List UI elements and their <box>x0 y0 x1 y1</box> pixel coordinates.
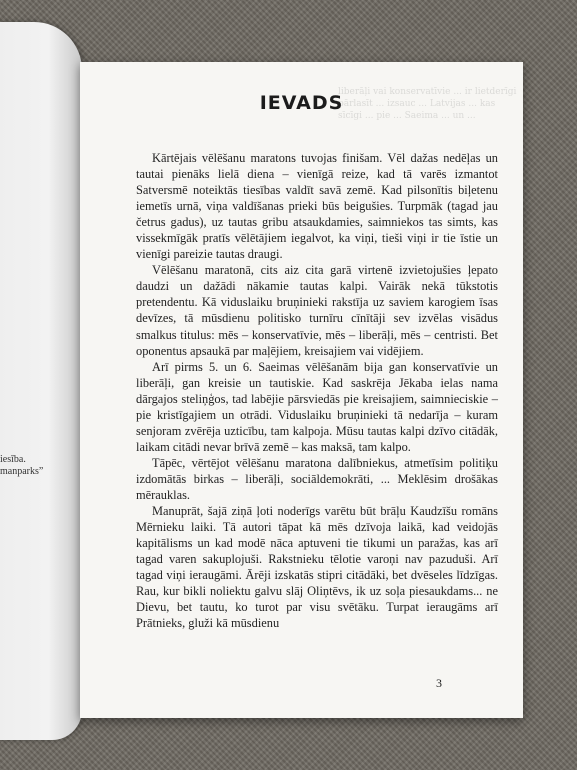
book-page <box>80 62 523 718</box>
paragraph: Manuprāt, šajā ziņā ļoti noderīgs varētu būt brāļu Kaudzīšu romāns Mērnieku laiki. Tā autori tāpat kā mēs dzīvoja laikā, kad veidojās kapitālisms un kad modē nāca aptuveni tie tikumi un paražas, kas arī tagad varen sakuplojuši. Rakstnieku tēlotie varoņi nav pazuduši. Arī tagad viņi ieraugāmi. Ārēji izskatās stipri citādāki, bet dvēseles līdzīgas. Rau, kur bikli noliektu galvu slāj Oliņtēvs, ik uz soļa piesaukdams... ne Dievu, bet tautu, ko turot par visu svētāku. Turpat ieraugāms arī Prātnieks, gluži kā mūsdienu <box>136 504 498 631</box>
bleed-through-text: liberāļi vai konservatīvie ... ir lietderīgi pārlasīt ... izsauc ... Latvijas ... kas sīcīgi ... pie ... Saeima ... un ... <box>338 87 517 121</box>
page-number: 3 <box>436 676 442 690</box>
left-page-text-line: manparks” <box>0 466 44 477</box>
paragraph: Vēlēšanu maratonā, cits aiz cita garā virtenē izvietojušies ļepato daudzi un dažādi nākamie tautas kalpi. Vairāk nekā tūkstotis pretendentu. Kā viduslaiku bruņinieki rakstīja uz saviem karogiem īsas devīzes, tā mūsdienu politisko turnīru cīnītāji sev izvēlas visādus smalkus titulus: mēs – konservatīvie, mēs – liberāļi, mēs – centristi. Bet oponentus apsaukā par maļējiem, kreisajiem vai vidējiem. <box>136 263 498 358</box>
left-page-text-line: iesība. <box>0 454 26 465</box>
body-text <box>136 150 498 631</box>
paragraph: Arī pirms 5. un 6. Saeimas vēlēšanām bija gan konservatīvie un liberāļi, gan kreisie un tautiskie. Kad saskrēja Jēkaba ielas nama dārgajos steliņģos, tad labējie pārsviedās pie kreisajiem, saimnieciskie – pie kristīgajiem un otrādi. Viduslaiku bruņinieki tā nedarīja – kuram senjoram zvērēja uzticību, tam kalpoja. Mūsu tautas kalpi dzīvo citādāk, laikam citādi nevar brīvā zemē – kas maksā, tam kalpo. <box>136 359 498 454</box>
paragraph: Tāpēc, vērtējot vēlēšanu maratona dalībniekus, atmetīsim politiķu izdomātās birkas – liberāļi, sociāldemokrāti, ... Meklēsim drošākas mērauklas. <box>136 455 498 502</box>
paragraph: Kārtējais vēlēšanu maratons tuvojas finišam. Vēl dažas nedēļas un tautai pienāks lielā diena – vienīgā reize, kad tā varēs izmantot Satversmē noteiktās tiesības valdīt savā zemē. Kad pilsonītis biļetenu iemetīs urnā, viņa valdīšanas prieki būs beigušies. Turpmāk (tagad jau četrus gadus), uz tautas gribu atsaukdamies, saimniekos tas simts, kas vissekmīgāk pratīs vēlētājiem iegalvot, ka viņi, tieši viņi ir tie īstie un vienīgi pareizie tautas draugi. <box>136 151 498 262</box>
left-page <box>0 22 82 740</box>
page-title: IEVADS <box>259 92 344 114</box>
